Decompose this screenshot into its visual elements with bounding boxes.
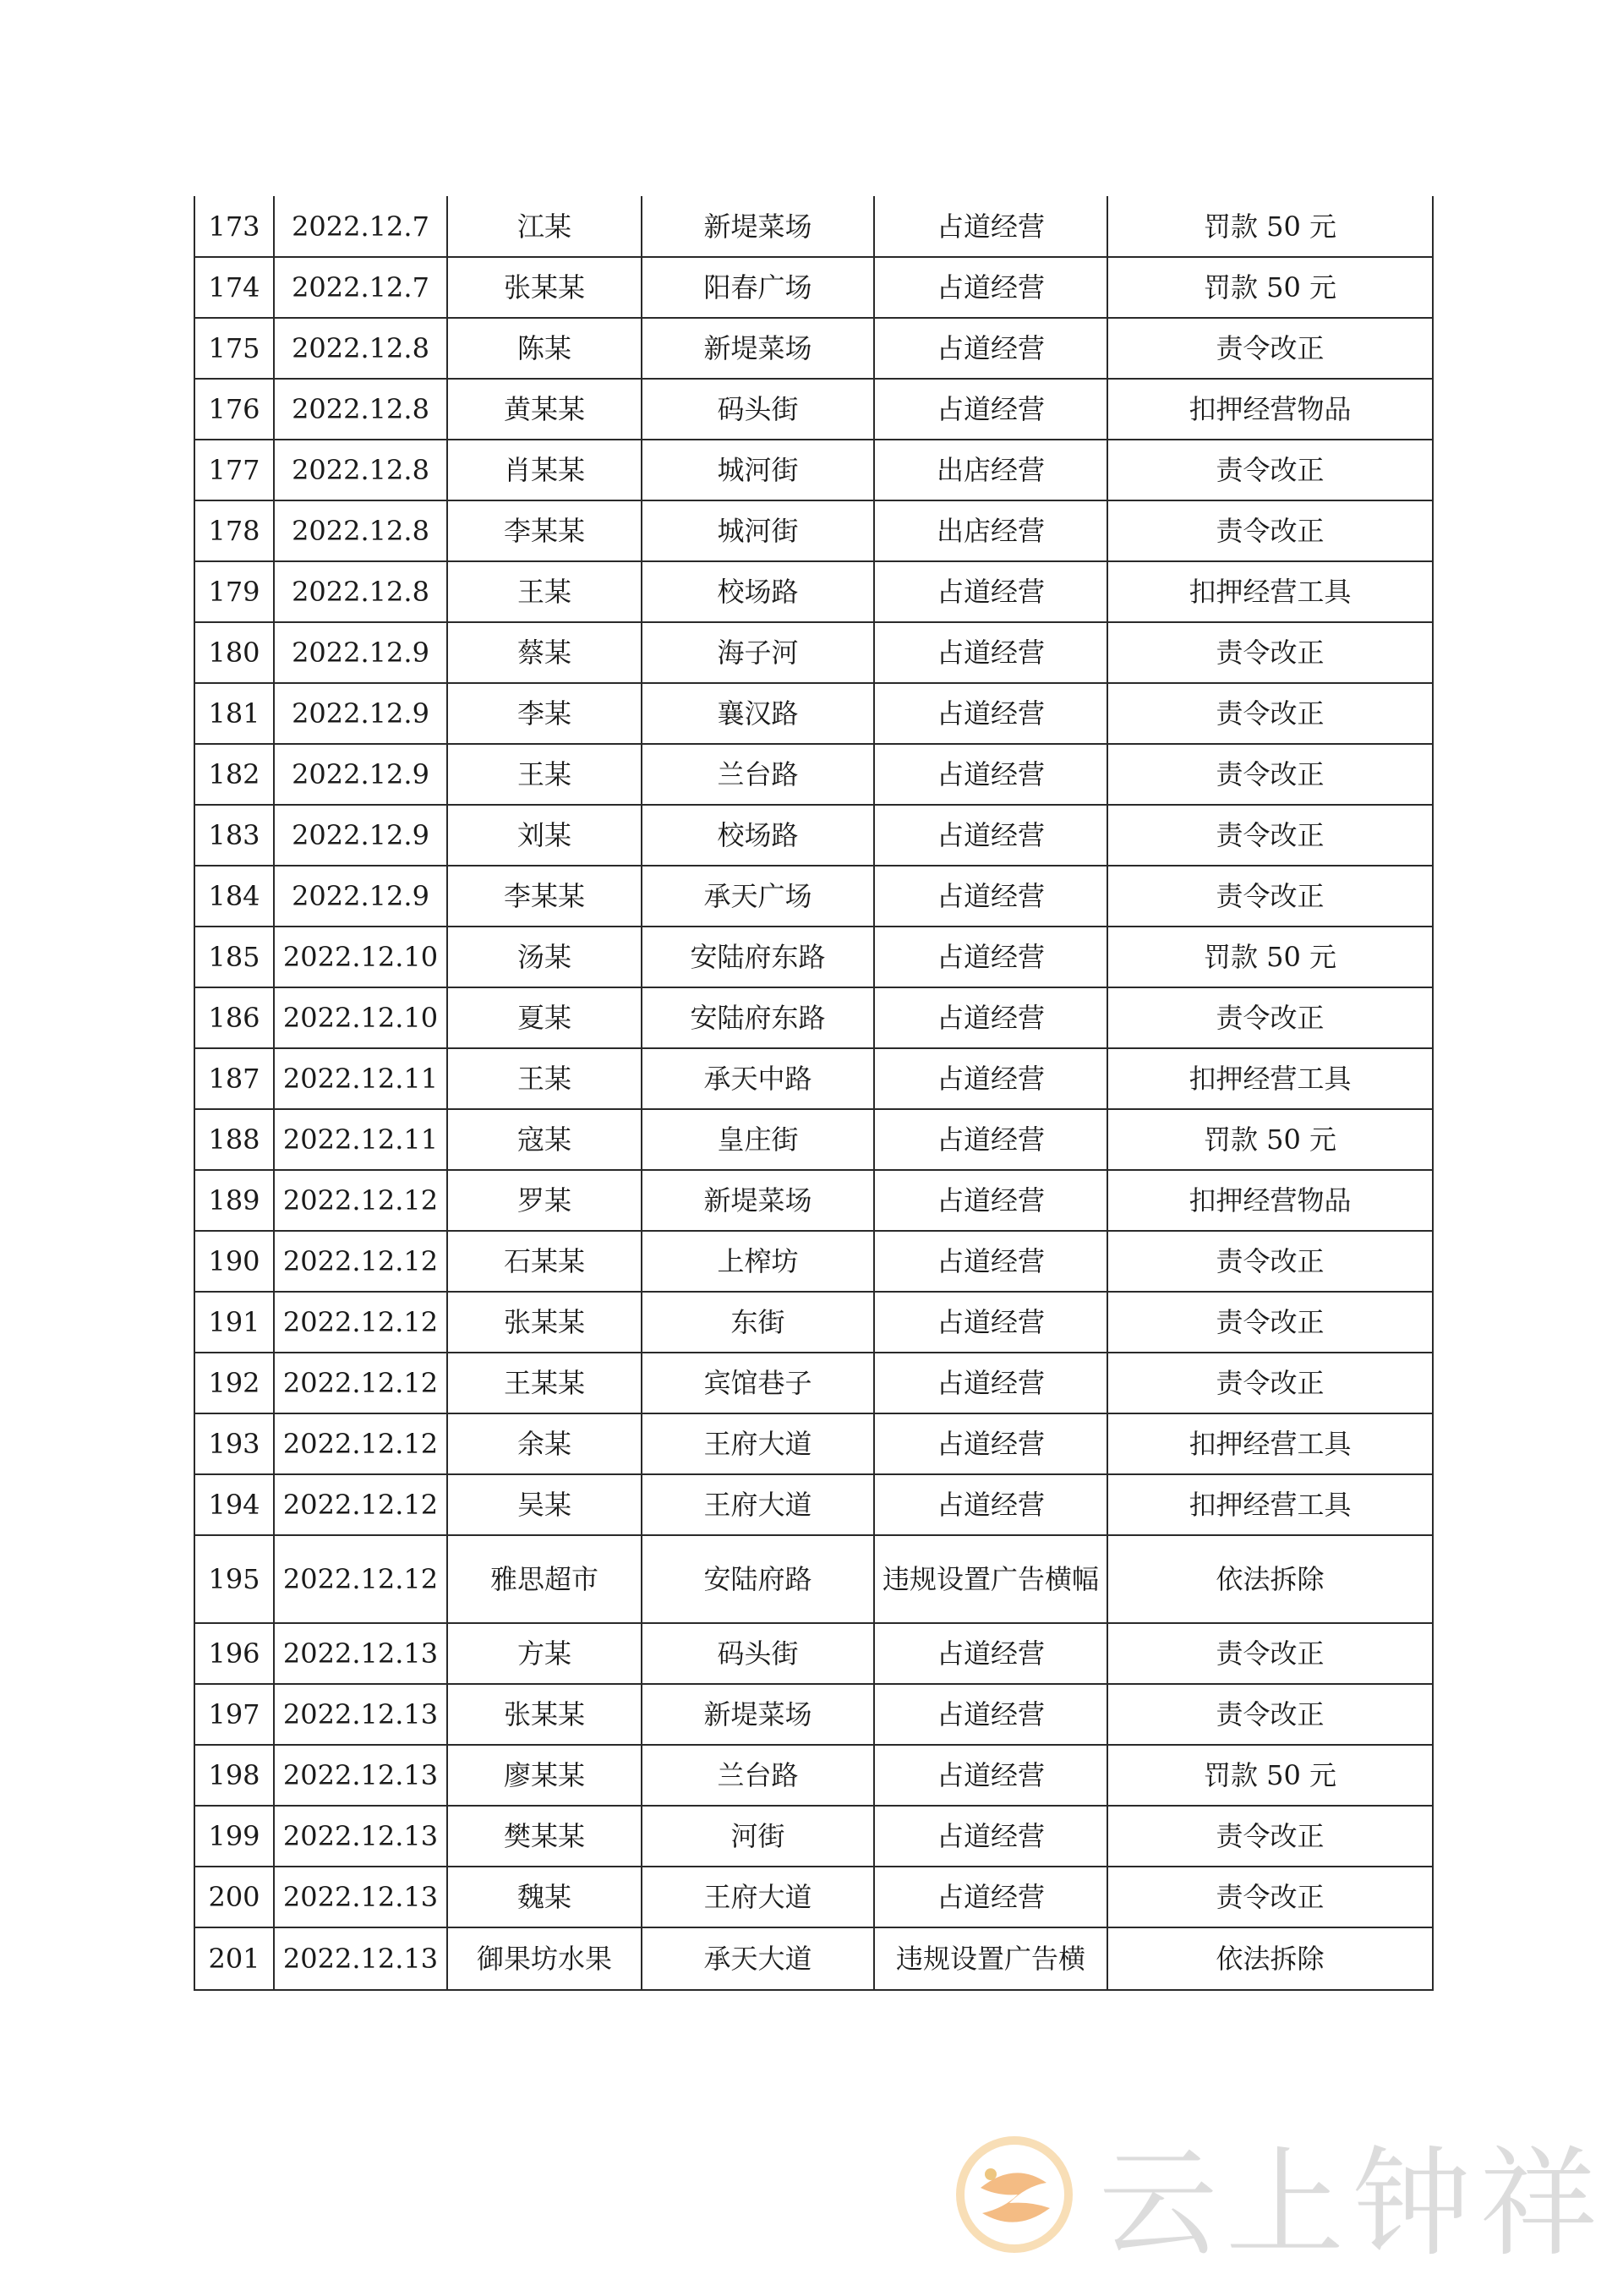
penalty-cell: 责令改正 xyxy=(1107,1806,1433,1867)
table-row xyxy=(194,683,1433,744)
table-row xyxy=(194,1867,1433,1927)
penalty-cell: 责令改正 xyxy=(1107,318,1433,379)
row-number: 199 xyxy=(194,1806,274,1867)
location-cell: 王府大道 xyxy=(642,1867,874,1927)
location-cell: 新堤菜场 xyxy=(642,1170,874,1231)
violation-cell: 占道经营 xyxy=(874,987,1107,1048)
penalty-cell: 责令改正 xyxy=(1107,1231,1433,1292)
table-row xyxy=(194,1806,1433,1867)
penalty-cell: 罚款 50 元 xyxy=(1107,257,1433,318)
location-cell: 兰台路 xyxy=(642,1745,874,1806)
party-cell: 刘某 xyxy=(447,805,642,866)
violation-cell: 占道经营 xyxy=(874,1413,1107,1474)
violation-cell: 占道经营 xyxy=(874,1170,1107,1231)
violation-cell: 占道经营 xyxy=(874,927,1107,987)
violation-cell: 占道经营 xyxy=(874,196,1107,257)
violation-cell: 占道经营 xyxy=(874,866,1107,927)
date-cell: 2022.12.10 xyxy=(274,987,447,1048)
date-cell: 2022.12.12 xyxy=(274,1170,447,1231)
party-cell: 黄某某 xyxy=(447,379,642,440)
location-cell: 校场路 xyxy=(642,561,874,622)
table-row xyxy=(194,987,1433,1048)
yunshang-logo-icon xyxy=(955,2135,1074,2254)
penalty-cell: 责令改正 xyxy=(1107,440,1433,500)
location-cell: 校场路 xyxy=(642,805,874,866)
location-cell: 安陆府东路 xyxy=(642,987,874,1048)
watermark-text: 云上钟祥 xyxy=(1098,2135,1606,2273)
location-cell: 码头街 xyxy=(642,379,874,440)
table-row xyxy=(194,257,1433,318)
row-number: 179 xyxy=(194,561,274,622)
location-cell: 新堤菜场 xyxy=(642,1684,874,1745)
row-number: 182 xyxy=(194,744,274,805)
table-row xyxy=(194,196,1433,257)
date-cell: 2022.12.11 xyxy=(274,1048,447,1109)
table-row xyxy=(194,1353,1433,1413)
date-cell: 2022.12.12 xyxy=(274,1474,447,1535)
table-row xyxy=(194,440,1433,500)
table-row xyxy=(194,1474,1433,1535)
party-cell: 廖某某 xyxy=(447,1745,642,1806)
table-body xyxy=(194,196,1433,1990)
violation-cell: 占道经营 xyxy=(874,1745,1107,1806)
party-cell: 王某 xyxy=(447,1048,642,1109)
location-cell: 上榨坊 xyxy=(642,1231,874,1292)
row-number: 183 xyxy=(194,805,274,866)
penalty-cell: 扣押经营物品 xyxy=(1107,1170,1433,1231)
row-number: 200 xyxy=(194,1867,274,1927)
party-cell: 肖某某 xyxy=(447,440,642,500)
table-row xyxy=(194,1745,1433,1806)
date-cell: 2022.12.9 xyxy=(274,866,447,927)
location-cell: 王府大道 xyxy=(642,1413,874,1474)
party-cell: 江某 xyxy=(447,196,642,257)
party-cell: 雅思超市 xyxy=(447,1535,642,1623)
date-cell: 2022.12.13 xyxy=(274,1684,447,1745)
date-cell: 2022.12.12 xyxy=(274,1292,447,1353)
date-cell: 2022.12.10 xyxy=(274,927,447,987)
violation-cell: 占道经营 xyxy=(874,318,1107,379)
penalty-cell: 责令改正 xyxy=(1107,683,1433,744)
row-number: 195 xyxy=(194,1535,274,1623)
party-cell: 御果坊水果 xyxy=(447,1927,642,1990)
violation-cell: 占道经营 xyxy=(874,1474,1107,1535)
party-cell: 方某 xyxy=(447,1623,642,1684)
party-cell: 罗某 xyxy=(447,1170,642,1231)
violation-cell: 占道经营 xyxy=(874,1806,1107,1867)
row-number: 181 xyxy=(194,683,274,744)
party-cell: 李某某 xyxy=(447,866,642,927)
date-cell: 2022.12.7 xyxy=(274,257,447,318)
violation-cell: 占道经营 xyxy=(874,1109,1107,1170)
row-number: 187 xyxy=(194,1048,274,1109)
penalty-cell: 责令改正 xyxy=(1107,805,1433,866)
table-row xyxy=(194,1623,1433,1684)
party-cell: 张某某 xyxy=(447,1292,642,1353)
penalty-cell: 依法拆除 xyxy=(1107,1927,1433,1990)
date-cell: 2022.12.8 xyxy=(274,561,447,622)
violation-cell: 占道经营 xyxy=(874,805,1107,866)
row-number: 184 xyxy=(194,866,274,927)
party-cell: 王某 xyxy=(447,561,642,622)
party-cell: 魏某 xyxy=(447,1867,642,1927)
table-row xyxy=(194,561,1433,622)
party-cell: 汤某 xyxy=(447,927,642,987)
row-number: 189 xyxy=(194,1170,274,1231)
penalty-cell: 责令改正 xyxy=(1107,1623,1433,1684)
party-cell: 吴某 xyxy=(447,1474,642,1535)
party-cell: 张某某 xyxy=(447,1684,642,1745)
penalty-cell: 责令改正 xyxy=(1107,1353,1433,1413)
penalty-cell: 责令改正 xyxy=(1107,622,1433,683)
row-number: 193 xyxy=(194,1413,274,1474)
party-cell: 寇某 xyxy=(447,1109,642,1170)
date-cell: 2022.12.8 xyxy=(274,500,447,561)
table-row xyxy=(194,805,1433,866)
table-row xyxy=(194,1231,1433,1292)
location-cell: 阳春广场 xyxy=(642,257,874,318)
row-number: 190 xyxy=(194,1231,274,1292)
row-number: 197 xyxy=(194,1684,274,1745)
row-number: 191 xyxy=(194,1292,274,1353)
violation-cell: 占道经营 xyxy=(874,1231,1107,1292)
row-number: 194 xyxy=(194,1474,274,1535)
violation-cell: 占道经营 xyxy=(874,683,1107,744)
date-cell: 2022.12.8 xyxy=(274,318,447,379)
location-cell: 兰台路 xyxy=(642,744,874,805)
location-cell: 皇庄街 xyxy=(642,1109,874,1170)
table-row xyxy=(194,622,1433,683)
date-cell: 2022.12.7 xyxy=(274,196,447,257)
date-cell: 2022.12.11 xyxy=(274,1109,447,1170)
date-cell: 2022.12.12 xyxy=(274,1231,447,1292)
row-number: 196 xyxy=(194,1623,274,1684)
row-number: 175 xyxy=(194,318,274,379)
date-cell: 2022.12.13 xyxy=(274,1745,447,1806)
party-cell: 蔡某 xyxy=(447,622,642,683)
records-table xyxy=(194,196,1434,1991)
row-number: 176 xyxy=(194,379,274,440)
penalty-cell: 责令改正 xyxy=(1107,744,1433,805)
location-cell: 新堤菜场 xyxy=(642,196,874,257)
location-cell: 承天中路 xyxy=(642,1048,874,1109)
date-cell: 2022.12.8 xyxy=(274,440,447,500)
row-number: 178 xyxy=(194,500,274,561)
location-cell: 承天广场 xyxy=(642,866,874,927)
row-number: 201 xyxy=(194,1927,274,1990)
penalty-cell: 罚款 50 元 xyxy=(1107,1109,1433,1170)
table-row xyxy=(194,1170,1433,1231)
date-cell: 2022.12.12 xyxy=(274,1413,447,1474)
party-cell: 张某某 xyxy=(447,257,642,318)
table-row xyxy=(194,1048,1433,1109)
party-cell: 李某某 xyxy=(447,500,642,561)
violation-cell: 占道经营 xyxy=(874,1353,1107,1413)
penalty-cell: 责令改正 xyxy=(1107,866,1433,927)
table-row xyxy=(194,1109,1433,1170)
violation-cell: 违规设置广告横 xyxy=(874,1927,1107,1990)
violation-cell: 占道经营 xyxy=(874,379,1107,440)
date-cell: 2022.12.13 xyxy=(274,1867,447,1927)
date-cell: 2022.12.13 xyxy=(274,1806,447,1867)
penalty-cell: 扣押经营物品 xyxy=(1107,379,1433,440)
penalty-cell: 罚款 50 元 xyxy=(1107,927,1433,987)
violation-cell: 出店经营 xyxy=(874,440,1107,500)
penalty-cell: 扣押经营工具 xyxy=(1107,561,1433,622)
location-cell: 河街 xyxy=(642,1806,874,1867)
violation-cell: 占道经营 xyxy=(874,1867,1107,1927)
watermark xyxy=(955,2109,1606,2279)
violation-cell: 占道经营 xyxy=(874,622,1107,683)
location-cell: 新堤菜场 xyxy=(642,318,874,379)
violation-cell: 占道经营 xyxy=(874,1048,1107,1109)
penalty-cell: 责令改正 xyxy=(1107,1867,1433,1927)
party-cell: 余某 xyxy=(447,1413,642,1474)
row-number: 192 xyxy=(194,1353,274,1413)
penalty-cell: 责令改正 xyxy=(1107,987,1433,1048)
penalty-cell: 责令改正 xyxy=(1107,1292,1433,1353)
location-cell: 王府大道 xyxy=(642,1474,874,1535)
row-number: 198 xyxy=(194,1745,274,1806)
location-cell: 城河街 xyxy=(642,440,874,500)
table-row xyxy=(194,744,1433,805)
table-row xyxy=(194,1927,1433,1990)
location-cell: 码头街 xyxy=(642,1623,874,1684)
date-cell: 2022.12.13 xyxy=(274,1623,447,1684)
row-number: 177 xyxy=(194,440,274,500)
table-row xyxy=(194,1292,1433,1353)
party-cell: 王某某 xyxy=(447,1353,642,1413)
date-cell: 2022.12.9 xyxy=(274,683,447,744)
party-cell: 王某 xyxy=(447,744,642,805)
violation-cell: 出店经营 xyxy=(874,500,1107,561)
table-row xyxy=(194,866,1433,927)
penalty-cell: 依法拆除 xyxy=(1107,1535,1433,1623)
party-cell: 樊某某 xyxy=(447,1806,642,1867)
penalty-cell: 扣押经营工具 xyxy=(1107,1474,1433,1535)
date-cell: 2022.12.12 xyxy=(274,1535,447,1623)
penalty-cell: 罚款 50 元 xyxy=(1107,1745,1433,1806)
location-cell: 承天大道 xyxy=(642,1927,874,1990)
row-number: 185 xyxy=(194,927,274,987)
penalty-cell: 责令改正 xyxy=(1107,1684,1433,1745)
penalty-cell: 扣押经营工具 xyxy=(1107,1413,1433,1474)
violation-cell: 占道经营 xyxy=(874,561,1107,622)
party-cell: 石某某 xyxy=(447,1231,642,1292)
violation-cell: 占道经营 xyxy=(874,1684,1107,1745)
table-row xyxy=(194,379,1433,440)
location-cell: 安陆府路 xyxy=(642,1535,874,1623)
row-number: 188 xyxy=(194,1109,274,1170)
table-row xyxy=(194,1684,1433,1745)
table-row xyxy=(194,927,1433,987)
violation-cell: 占道经营 xyxy=(874,1292,1107,1353)
location-cell: 东街 xyxy=(642,1292,874,1353)
location-cell: 宾馆巷子 xyxy=(642,1353,874,1413)
row-number: 173 xyxy=(194,196,274,257)
table-row xyxy=(194,500,1433,561)
table-row xyxy=(194,1535,1433,1623)
location-cell: 海子河 xyxy=(642,622,874,683)
violation-cell: 占道经营 xyxy=(874,744,1107,805)
date-cell: 2022.12.13 xyxy=(274,1927,447,1990)
date-cell: 2022.12.9 xyxy=(274,744,447,805)
row-number: 186 xyxy=(194,987,274,1048)
violation-cell: 占道经营 xyxy=(874,1623,1107,1684)
date-cell: 2022.12.9 xyxy=(274,805,447,866)
row-number: 180 xyxy=(194,622,274,683)
row-number: 174 xyxy=(194,257,274,318)
table-row xyxy=(194,1413,1433,1474)
violation-cell: 违规设置广告横幅 xyxy=(874,1535,1107,1623)
penalty-cell: 罚款 50 元 xyxy=(1107,196,1433,257)
party-cell: 陈某 xyxy=(447,318,642,379)
date-cell: 2022.12.9 xyxy=(274,622,447,683)
table-row xyxy=(194,318,1433,379)
date-cell: 2022.12.12 xyxy=(274,1353,447,1413)
party-cell: 李某 xyxy=(447,683,642,744)
violation-cell: 占道经营 xyxy=(874,257,1107,318)
penalty-cell: 扣押经营工具 xyxy=(1107,1048,1433,1109)
penalty-cell: 责令改正 xyxy=(1107,500,1433,561)
location-cell: 襄汉路 xyxy=(642,683,874,744)
location-cell: 安陆府东路 xyxy=(642,927,874,987)
party-cell: 夏某 xyxy=(447,987,642,1048)
date-cell: 2022.12.8 xyxy=(274,379,447,440)
location-cell: 城河街 xyxy=(642,500,874,561)
